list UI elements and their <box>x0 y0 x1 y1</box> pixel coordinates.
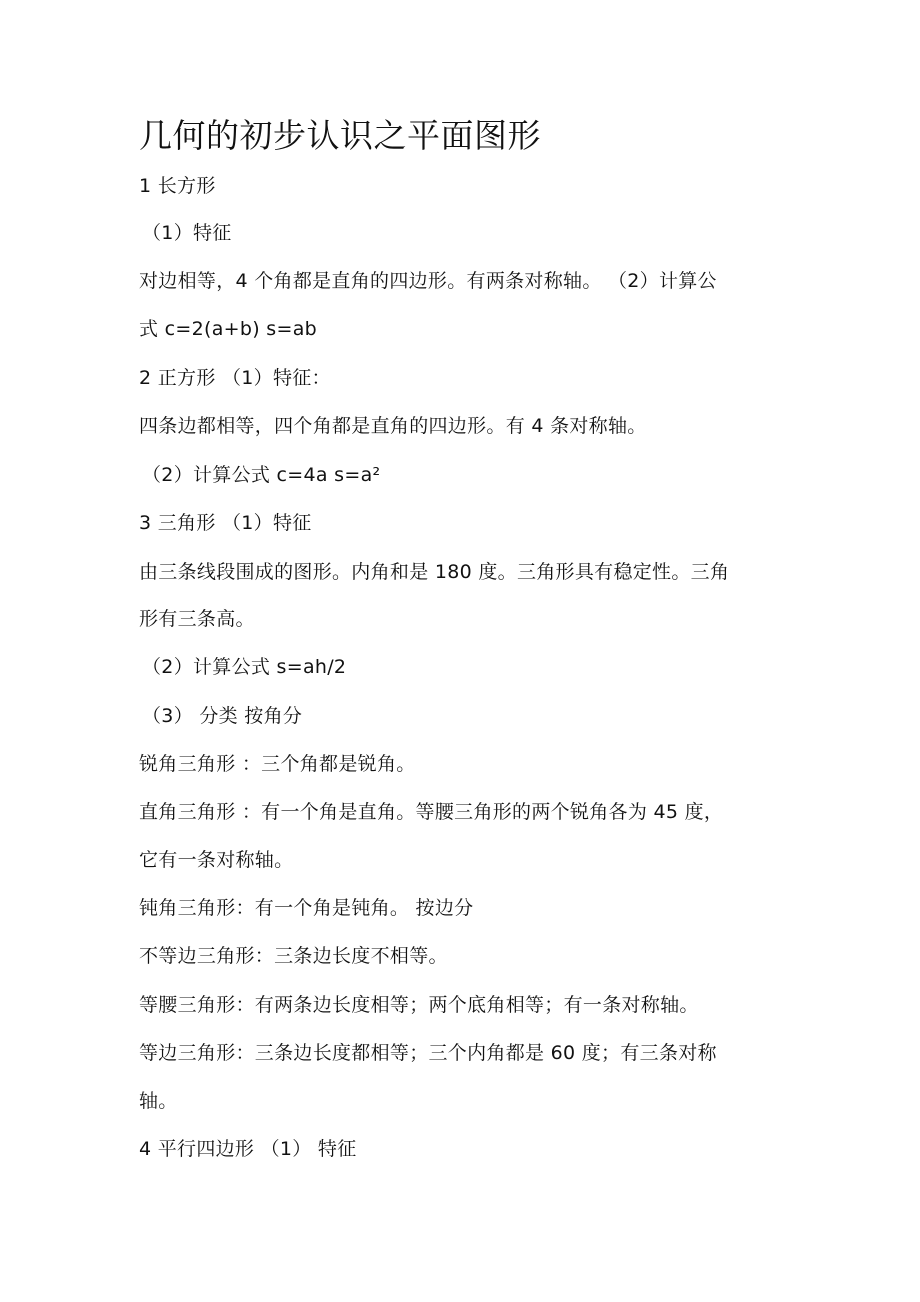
subheading-features: （1）特征 <box>142 222 232 244</box>
paragraph-line: 锐角三角形 ：三个角都是锐角。 <box>139 753 416 775</box>
paragraph-line: 对边相等，4 个角都是直角的四边形。有两条对称轴。 （2）计算公 <box>139 270 717 292</box>
section-heading-square: 2 正方形 （1）特征： <box>139 367 331 389</box>
section-heading-rectangle: 1 长方形 <box>139 175 216 197</box>
paragraph-line: 形有三条高。 <box>139 608 255 630</box>
paragraph-line: 轴。 <box>139 1090 178 1112</box>
paragraph-line: 等腰三角形：有两条边长度相等；两个底角相等；有一条对称轴。 <box>139 994 699 1016</box>
paragraph-line: 它有一条对称轴。 <box>139 849 294 871</box>
paragraph-line: 直角三角形 ：有一个角是直角。等腰三角形的两个锐角各为 45 度， <box>139 801 724 823</box>
paragraph-line: 不等边三角形：三条边长度不相等。 <box>139 945 448 967</box>
paragraph-line: 式 c=2(a+b) s=ab <box>139 318 318 340</box>
paragraph-line: （2）计算公式 s=ah/2 <box>142 656 347 678</box>
document-title: 几何的初步认识之平面图形 <box>139 116 541 155</box>
section-heading-parallelogram: 4 平行四边形 （1） 特征 <box>139 1138 357 1160</box>
paragraph-line: 等边三角形：三条边长度都相等；三个内角都是 60 度；有三条对称 <box>139 1042 717 1064</box>
paragraph-line: 由三条线段围成的图形。内角和是 180 度。三角形具有稳定性。三角 <box>139 561 730 583</box>
paragraph-line: （2）计算公式 c=4a s=a² <box>142 464 381 486</box>
section-heading-triangle: 3 三角形 （1）特征 <box>139 512 312 534</box>
paragraph-line: 四条边都相等，四个角都是直角的四边形。有 4 条对称轴。 <box>139 415 647 437</box>
paragraph-line: 钝角三角形：有一个角是钝角。 按边分 <box>139 897 474 919</box>
paragraph-line: （3） 分类 按角分 <box>142 705 303 727</box>
